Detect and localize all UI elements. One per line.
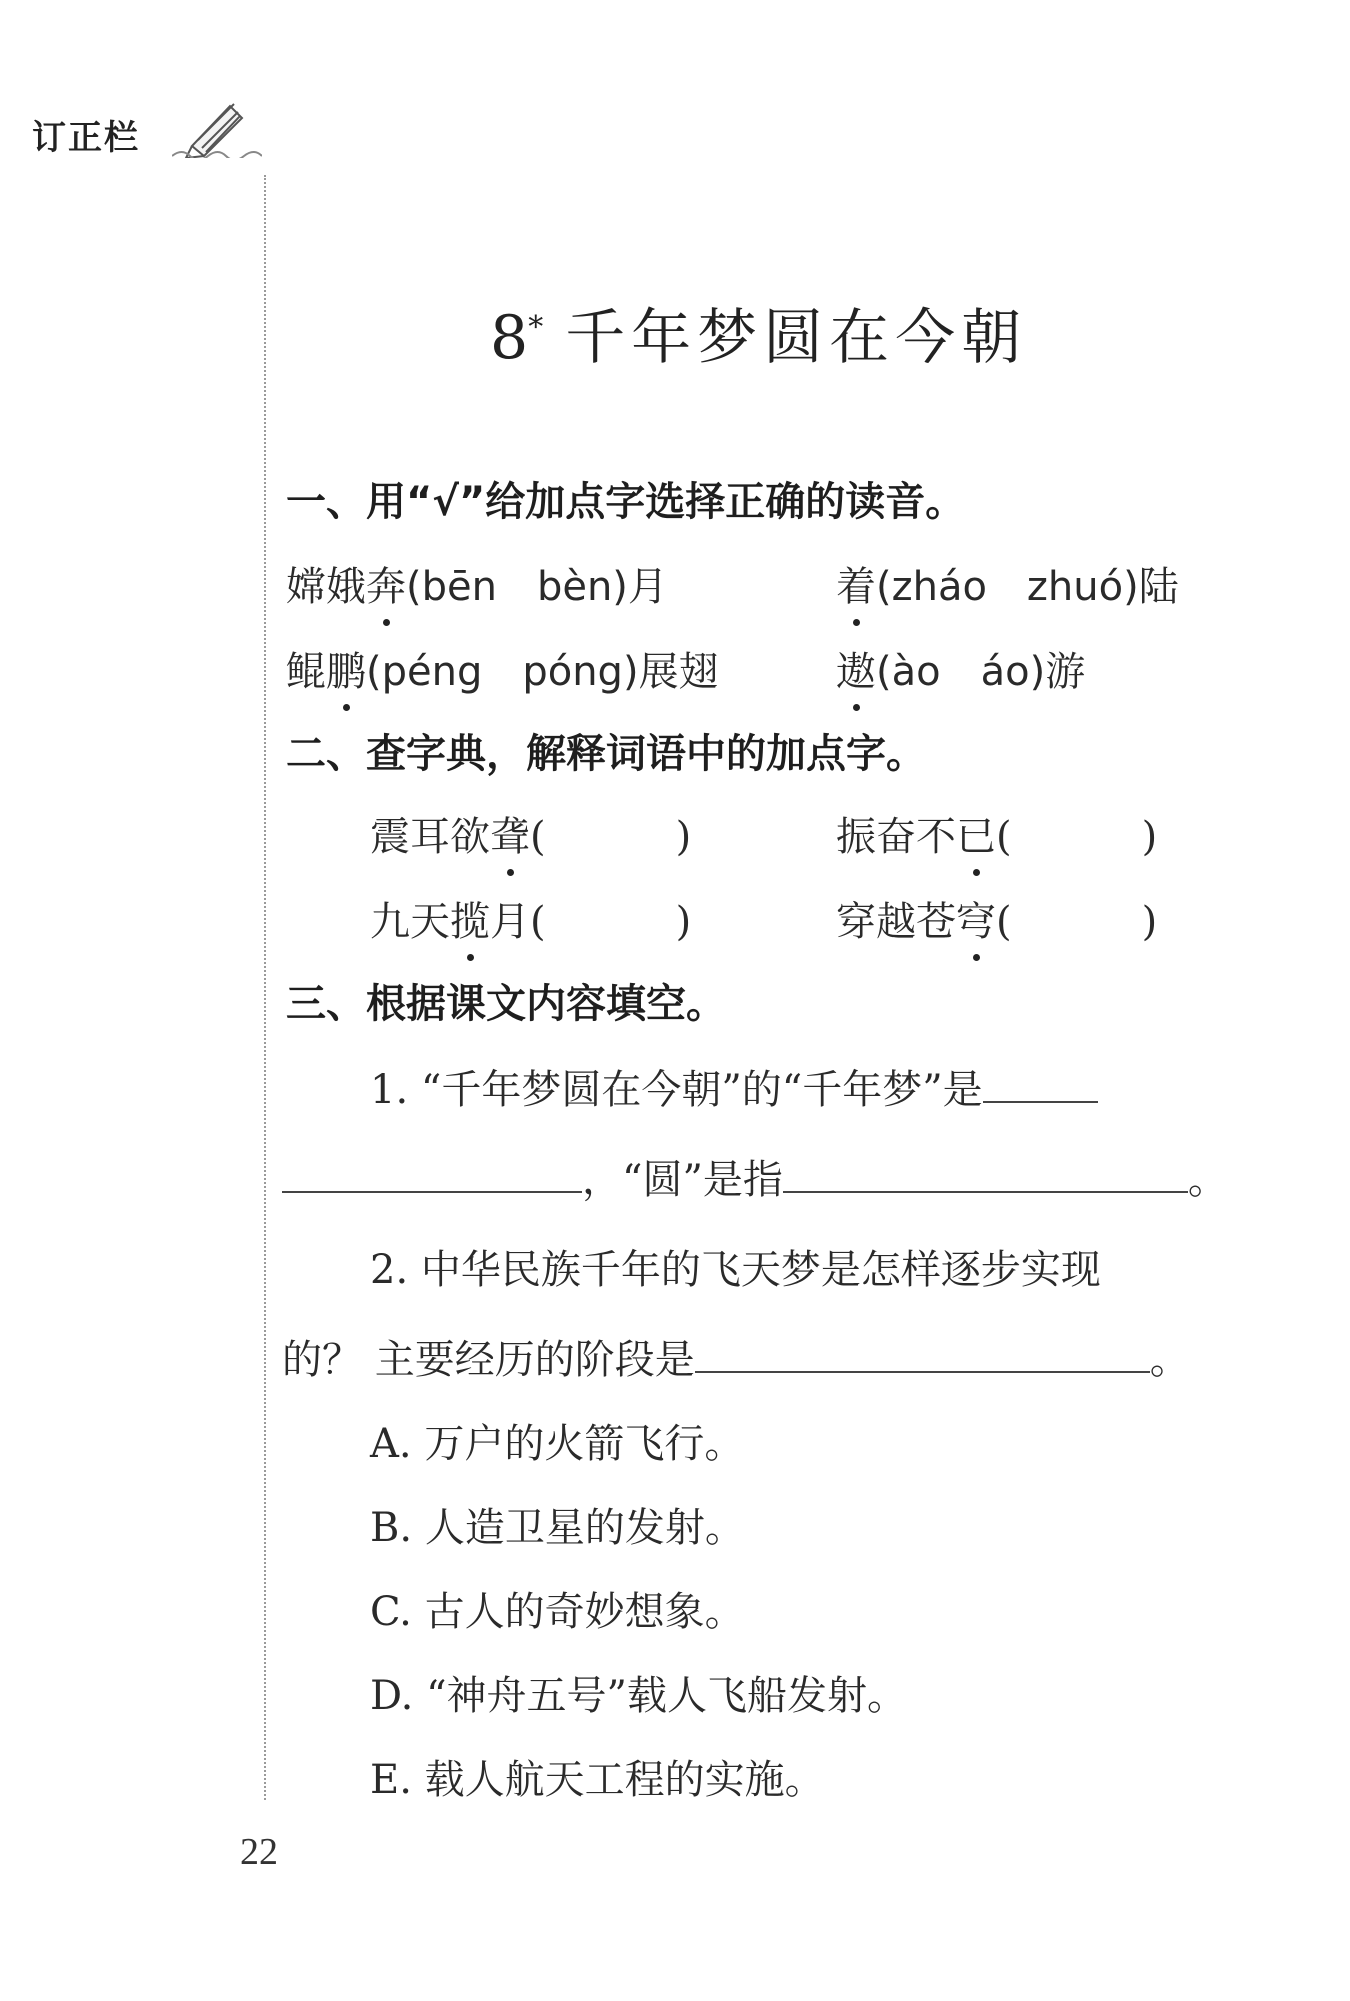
correction-column-title: 订正栏 [32, 118, 140, 158]
section-3-heading: 三、根据课文内容填空。 [286, 981, 726, 1027]
dictionary-item: 振奋不已( ) [836, 805, 1157, 862]
dictionary-item: 九天揽月( ) [370, 890, 691, 947]
dotted-char: 奔 [366, 555, 406, 612]
pinyin-item: 嫦娥奔(bēn bèn)月 [286, 555, 668, 612]
answer-blank[interactable] [783, 1191, 1188, 1193]
question-1-line-2: ，“圆”是指 。 [282, 1148, 1228, 1205]
pinyin-item: 鲲鹏(péng póng)展翅 [286, 640, 719, 697]
option-a: A. 万户的火箭飞行。 [370, 1421, 745, 1467]
pinyin-item: 着(zháo zhuó)陆 [836, 555, 1179, 612]
pinyin-options[interactable]: (ào áo) [876, 649, 1046, 695]
option-c: C. 古人的奇妙想象。 [370, 1589, 745, 1635]
option-b: B. 人造卫星的发射。 [370, 1505, 745, 1551]
page-number: 22 [240, 1831, 278, 1873]
answer-blank[interactable] [282, 1191, 582, 1193]
dotted-char: 穹 [956, 890, 996, 947]
question-2-line-2: 的？ 主要经历的阶段是 。 [282, 1337, 1190, 1383]
dotted-char: 揽 [450, 890, 490, 947]
lesson-title [490, 290, 1027, 376]
optional-lesson-mark: * [528, 310, 544, 345]
pinyin-item: 遨(ào áo)游 [836, 640, 1085, 697]
lesson-title-text: 千年梦圆在今朝 [565, 303, 1028, 373]
dictionary-item: 穿越苍穹( ) [836, 890, 1157, 947]
option-e: E. 载人航天工程的实施。 [370, 1757, 825, 1803]
section-1-heading: 一、用“√”给加点字选择正确的读音。 [286, 479, 966, 525]
section-2-heading: 二、查字典，解释词语中的加点字。 [286, 731, 926, 777]
pinyin-options[interactable]: (péng póng) [366, 649, 639, 695]
pencil-icon [172, 98, 262, 158]
answer-blank[interactable] [983, 1101, 1098, 1103]
question-2-line-1: 2. 中华民族千年的飞天梦是怎样逐步实现 [370, 1247, 1101, 1293]
dotted-char: 遨 [836, 640, 876, 697]
dictionary-item: 震耳欲聋( ) [370, 805, 691, 862]
dotted-char: 鹏 [326, 640, 366, 697]
answer-blank[interactable] [695, 1371, 1150, 1373]
dotted-char: 着 [836, 555, 876, 612]
pinyin-options[interactable]: (zháo zhuó) [876, 564, 1139, 610]
pinyin-options[interactable]: (bēn bèn) [406, 564, 628, 610]
lesson-number: 8 [490, 303, 529, 373]
margin-dotted-divider [264, 175, 266, 1800]
question-1-line-1: 1. “千年梦圆在今朝”的“千年梦”是 [370, 1058, 1098, 1115]
option-d: D. “神舟五号”载人飞船发射。 [370, 1673, 907, 1719]
dotted-char: 已 [956, 805, 996, 862]
dotted-char: 聋 [490, 805, 530, 862]
